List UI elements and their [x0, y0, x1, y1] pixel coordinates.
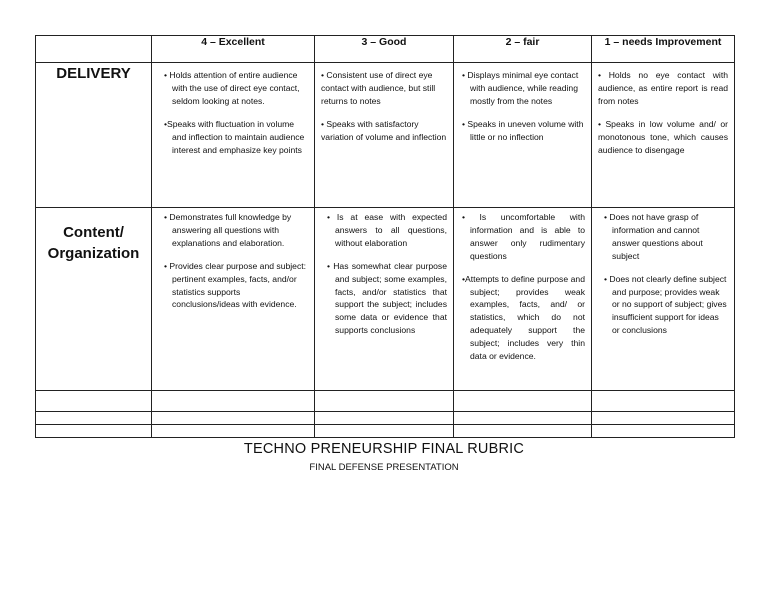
criterion-text: • Demonstrates full knowledge by answering all questions with explanations and elaboration.	[164, 212, 292, 248]
table-row-delivery	[36, 63, 735, 208]
table-row-empty	[36, 412, 735, 425]
criterion-text: • Does not have grasp of information and cannot answer questions about subject	[604, 212, 703, 261]
row-label-content	[36, 208, 152, 391]
criteria-cell	[152, 63, 315, 208]
criteria-cell	[592, 208, 735, 391]
empty-cell	[36, 425, 152, 438]
criterion-text: • Consistent use of direct eye contact with audience, but still returns to notes	[321, 70, 436, 106]
criterion-text: • Displays minimal eye contact with audience, while reading mostly from the notes	[462, 70, 579, 106]
criteria-cell	[592, 63, 735, 208]
header-fair: 2 – fair	[454, 36, 592, 63]
header-needs-improvement: 1 – needs Improvement	[592, 36, 735, 63]
row-label-line: Organization	[47, 245, 140, 262]
criterion-text: • Holds no eye contact with audience, as entire report is read from notes	[598, 70, 728, 106]
page-title: TECHNO PRENEURSHIP FINAL RUBRIC	[243, 441, 525, 457]
criterion-text: •Attempts to define purpose and subject; provides weak examples, facts, and/ or statistics, which do not adequately support the subject; includes very thin data or evidence.	[462, 273, 585, 362]
criteria-cell	[454, 208, 592, 391]
header-row	[36, 36, 735, 63]
criterion-text: • Provides clear purpose and subject: pertinent examples, facts, and/or statistics supports conclusions/ideas with evidence.	[164, 260, 307, 310]
page-subtitle: FINAL DEFENSE PRESENTATION	[309, 462, 459, 473]
empty-cell	[152, 425, 315, 438]
criterion-text: • Speaks with satisfactory variation of volume and inflection	[321, 118, 447, 142]
empty-cell	[152, 412, 315, 425]
empty-cell	[315, 412, 454, 425]
criterion-text: • Is uncomfortable with information and is able to answer only rudimentary questions	[462, 212, 585, 261]
empty-cell	[315, 425, 454, 438]
criteria-cell	[315, 208, 454, 391]
criterion-text: • Speaks in uneven volume with little or no inflection	[462, 118, 584, 142]
empty-cell	[592, 425, 735, 438]
header-blank	[36, 36, 152, 63]
criteria-cell	[152, 208, 315, 391]
criterion-text: • Speaks in low volume and/ or monotonous tone, which causes audience to disengage	[598, 118, 728, 155]
header-good: 3 – Good	[315, 36, 454, 63]
criterion-text: •Speaks with fluctuation in volume and inflection to maintain audience interest and emphasize key points	[164, 118, 305, 155]
table-row-empty	[36, 391, 735, 412]
criterion-text: • Has somewhat clear purpose and subject; some examples, facts, and/or statistics that support the subject; includes some data or evidence that supports conclusions	[327, 260, 447, 336]
table-row-content	[36, 208, 735, 391]
header-excellent: 4 – Excellent	[152, 36, 315, 63]
criteria-cell	[315, 63, 454, 208]
empty-cell	[152, 391, 315, 412]
criterion-text: • Is at ease with expected answers to all questions, without elaboration	[327, 212, 447, 248]
empty-cell	[315, 391, 454, 412]
criterion-text: • Holds attention of entire audience with the use of direct eye contact, seldom looking at notes.	[164, 70, 300, 106]
empty-cell	[592, 412, 735, 425]
empty-cell	[36, 412, 152, 425]
rubric-table	[35, 35, 735, 438]
table-row-empty	[36, 425, 735, 438]
row-label-line: Content/	[63, 224, 124, 241]
empty-cell	[592, 391, 735, 412]
row-label-delivery	[36, 63, 152, 208]
row-label-text: DELIVERY	[56, 65, 131, 82]
criterion-text: • Does not clearly define subject and purpose; provides weak or no support of subject; gives insufficient support for ideas or conclusions	[604, 273, 727, 336]
empty-cell	[454, 425, 592, 438]
empty-cell	[454, 412, 592, 425]
empty-cell	[454, 391, 592, 412]
criteria-cell	[454, 63, 592, 208]
empty-cell	[36, 391, 152, 412]
